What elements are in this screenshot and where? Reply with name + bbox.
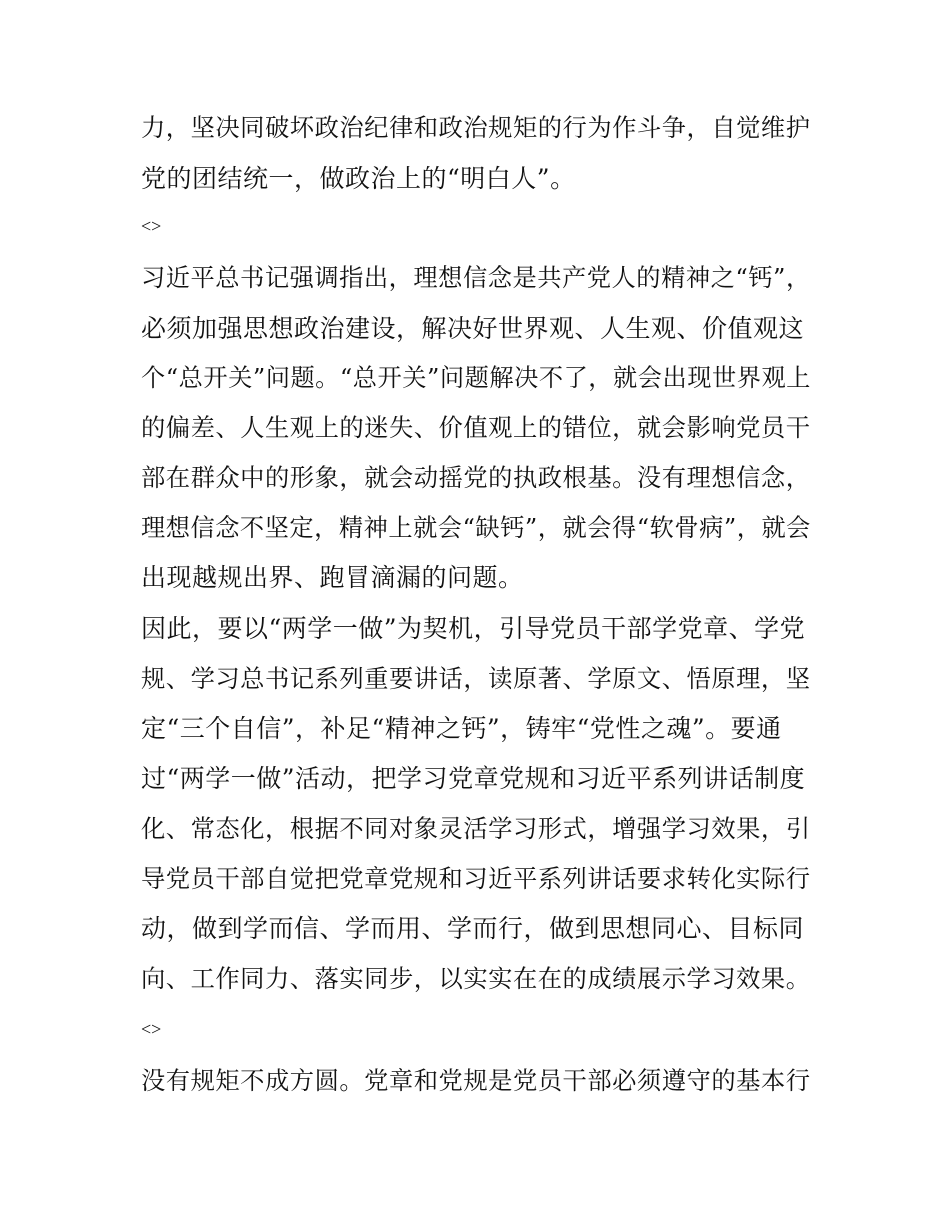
paragraph-line: 必须加强思想政治建设，解决好世界观、人生观、价值观这 [141,314,805,343]
paragraph-line: 党的团结统一，做政治上的“明白人”。 [141,164,576,193]
paragraph-line: 出现越规出界、跑冒滴漏的问题。 [141,563,524,592]
section-separator: <> [141,1019,162,1039]
paragraph-line: 化、常态化，根据不同对象灵活学习形式，增强学习效果，引 [141,814,811,843]
paragraph-line: 没有规矩不成方圆。党章和党规是党员干部必须遵守的基本行 [141,1066,811,1095]
paragraph-line: 理想信念不坚定，精神上就会“缺钙”，就会得“软骨病”，就会 [141,513,811,542]
paragraph-line: 因此，要以“两学一做”为契机，引导党员干部学党章、学党 [141,614,806,643]
paragraph-line: 个“总开关”问题。“总开关”问题解决不了，就会出现世界观上 [141,363,811,392]
paragraph-line: 规、学习总书记系列重要讲话，读原著、学原文、悟原理，坚 [141,664,811,693]
paragraph-line: 的偏差、人生观上的迷失、价值观上的错位，就会影响党员干 [141,413,811,442]
paragraph-line: 习近平总书记强调指出，理想信念是共产党人的精神之“钙”， [141,263,811,292]
paragraph-line: 过“两学一做”活动，把学习党章党规和习近平系列讲话制度 [141,764,806,793]
paragraph-line: 部在群众中的形象，就会动摇党的执政根基。没有理想信念， [141,463,811,492]
paragraph-line: 动，做到学而信、学而用、学而行，做到思想同心、目标同 [141,914,805,943]
paragraph-line: 导党员干部自觉把党章党规和习近平系列讲话要求转化实际行 [141,864,811,893]
paragraph-line: 力，坚决同破坏政治纪律和政治规矩的行为作斗争，自觉维护 [141,113,811,142]
paragraph-line: 向、工作同力、落实同步，以实实在在的成绩展示学习效果。 [141,964,811,993]
paragraph-line: 定“三个自信”，补足“精神之钙”，铸牢“党性之魂”。要通 [141,714,782,743]
section-separator: <> [141,216,162,236]
